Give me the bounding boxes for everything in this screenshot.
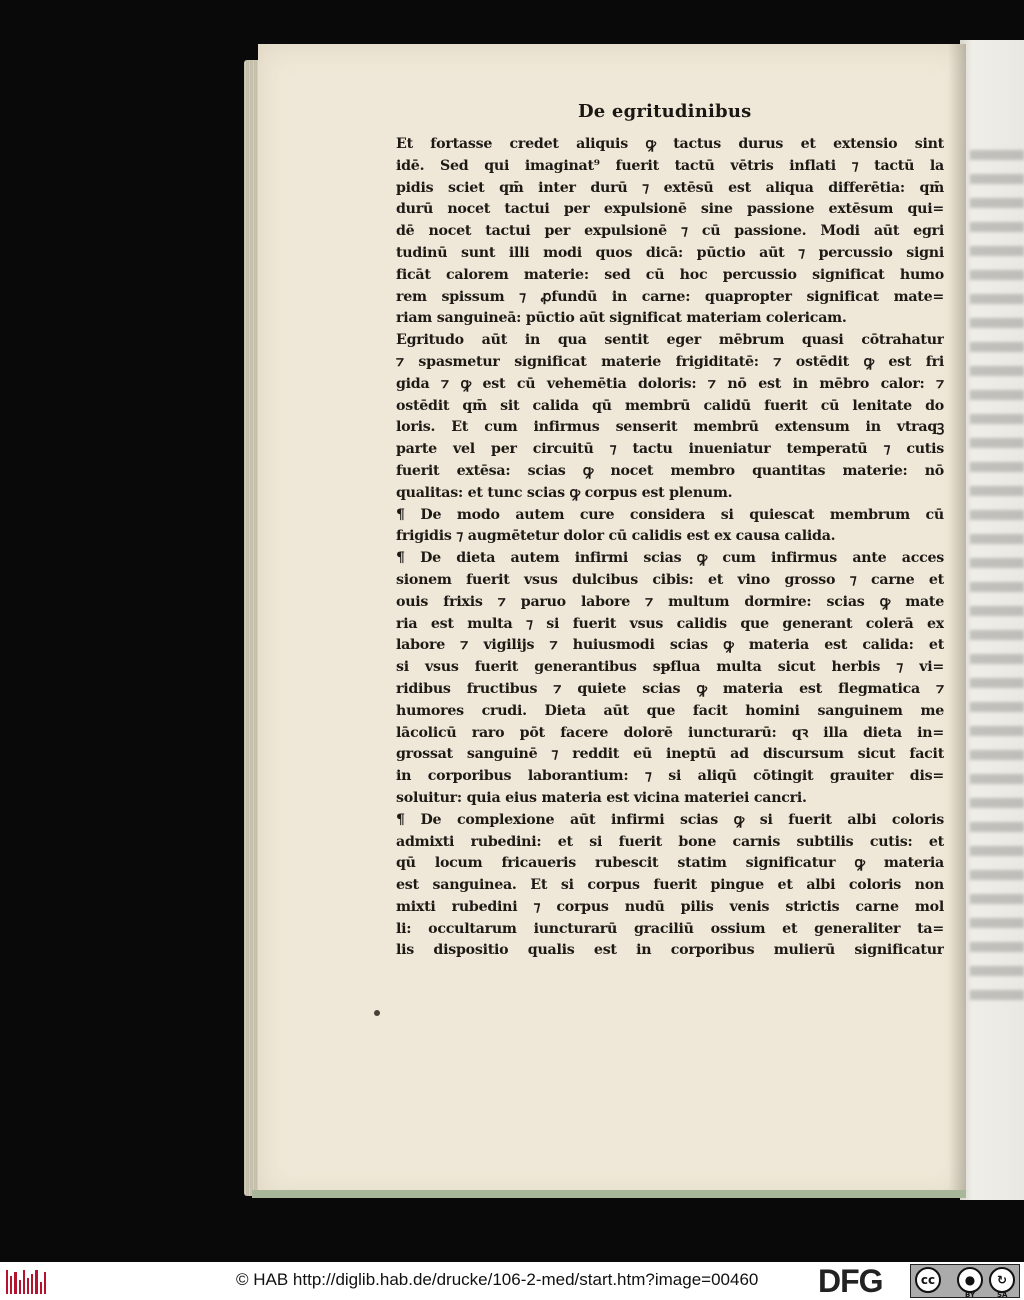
text-line: si vsus fuerit generantibus sᵽflua multa sicut herbis ⁊ vi= [396,659,944,676]
text-line: in corporibus laborantium: ⁊ si aliqū cōtingit grauiter dis= [396,768,944,785]
text-line: humores crudi. Dieta aūt que facit homini sanguinem me [396,702,944,719]
text-line: dē nocet tactui per expulsionē ⁊ cū passione. Modi aūt egri [396,223,944,240]
sa-label: SA [997,1291,1008,1299]
text-line: est sanguinea. Et si corpus fuerit pingue et albi coloris non [396,877,944,894]
text-line: Egritudo aūt in qua sentit eger mēbrum quasi cōtrahatur [396,332,944,349]
cc-license-badge[interactable] [910,1264,1020,1298]
text-line: ficāt calorem materie: sed cū hoc percussio significat humo [396,266,944,283]
text-line: frigidis ⁊ augmētetur dolor cū calidis est ex causa calida. [396,528,836,545]
text-line: fuerit extēsa: scias ꝙ nocet membro quantitas materie: nō [396,462,944,479]
page-bottom-edge [252,1190,966,1198]
text-line: ridibus fructibus ⁊ quiete scias ꝙ materia est flegmatica ⁊ [396,680,944,697]
text-line: qualitas: et tunc scias ꝙ corpus est plenum. [396,484,733,501]
cc-icon: cc [915,1267,941,1293]
by-label: BY [965,1291,976,1299]
running-head: De egritudinibus [578,101,752,122]
text-line: gida ⁊ ꝙ est cū vehemētia doloris: ⁊ nō est in mēbro calor: ⁊ [396,375,944,392]
text-line: idē. Sed qui imaginat⁹ fuerit tactū vētris inflati ⁊ tactū la [396,157,944,174]
text-line: riam sanguineā: pūctio aūt significat materiam colericam. [396,310,847,327]
text-line: grossat sanguinē ⁊ reddit eū ineptū ad discursum sicut facit [396,746,944,763]
ink-speck [374,1010,380,1016]
text-line: ¶ De modo autem cure considera si quiescat membrum cū [396,506,944,523]
text-line: tudinū sunt illi modi quos dicā: pūctio aūt ⁊ percussio signi [396,244,944,261]
text-line: mixti rubedini ⁊ corpus nudū pilis venis strictis carne mol [396,898,944,915]
text-line: lis dispositio qualis est in corporibus mulierū significatur [396,942,944,959]
text-line: ouis frixis ⁊ paruo labore ⁊ multum dormire: scias ꝙ mate [396,593,944,610]
text-line: ¶ De complexione aūt infirmi scias ꝙ si fuerit albi coloris [396,811,944,828]
text-line: soluitur: quia eius materia est vicina materiei cancri. [396,789,807,806]
gutter-shadow [948,44,966,1198]
text-block [396,134,944,962]
text-line: parte vel per circuitū ⁊ tactu inueniatur temperatū ⁊ cutis [396,441,944,458]
text-line: ⁊ spasmetur significat materie frigiditatē: ⁊ ostēdit ꝙ est fri [396,353,944,370]
text-line: durū nocet tactui per expulsionē sine passione extēsum qui= [396,201,944,218]
text-line: loris. Et cum infirmus senserit membrū extensum in vtraqꝫ [396,419,944,436]
text-line: labore ⁊ vigilijs ⁊ huiusmodi scias ꝙ materia est calida: et [396,637,944,654]
text-line: li: occultarum iuncturarū graciliū ossium et generaliter ta= [396,920,944,937]
text-line: ostēdit qm̄ sit calida qū membrū calidū fuerit cū lenitate do [396,397,944,414]
attribution-icon: ● [957,1267,983,1293]
text-line: qū locum fricaueris rubescit statim significatur ꝙ materia [396,855,944,872]
footer-bar [0,1262,1024,1300]
text-line: ¶ De dieta autem infirmi scias ꝙ cum infirmus ante acces [396,550,944,567]
copyright-link[interactable]: © HAB http://diglib.hab.de/drucke/106-2-med/start.htm?image=00460 [236,1270,759,1289]
facing-page-bleedthrough [970,150,1024,1010]
text-line: admixti rubedini: et si fuerit bone carnis subtilis cutis: et [396,833,944,850]
hab-logo-icon[interactable] [6,1270,46,1294]
share-alike-icon: ↻ [989,1267,1015,1293]
text-line: Et fortasse credet aliquis ꝙ tactus durus et extensio sint [396,136,944,152]
text-line: sionem fuerit vsus dulcibus cibis: et vino grosso ⁊ carne et [396,571,944,588]
dfg-logo[interactable]: DFG [818,1263,883,1299]
text-line: lācolicū raro pōt facere dolorē iuncturarū: qꝛ illa dieta in= [396,724,944,741]
text-line: rem spissum ⁊ ꝓfundū in carne: quapropter significat mate= [396,288,944,305]
text-line: pidis sciet qm̄ inter durū ⁊ extēsū est aliqua differētia: qm̄ [396,179,944,196]
text-line: ria est multa ⁊ si fuerit vsus calidis que generant colerā ex [396,615,944,632]
